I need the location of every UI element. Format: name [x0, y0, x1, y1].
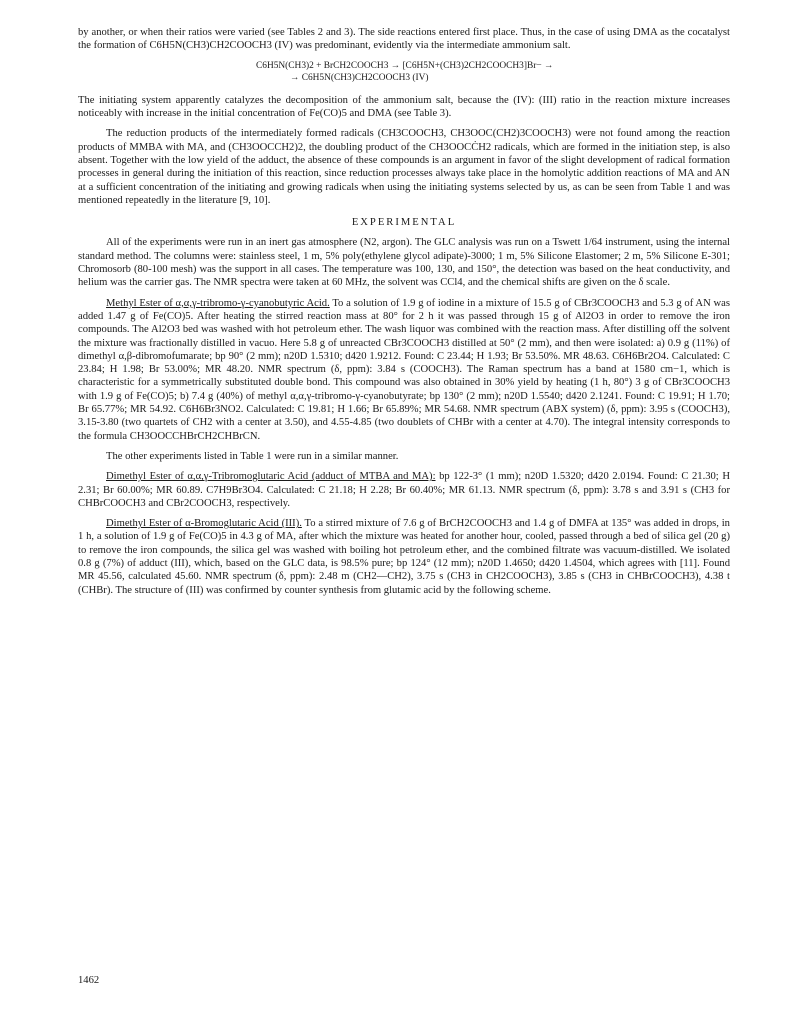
- compound-procedure: To a solution of 1.9 g of iodine in a mixture of 15.5 g of CBr3COOCH3 and 5.3 g of AN was added 1.47 g of Fe(CO)5. After heating the stirred reaction mass at 80° for 2 h it was passed through 15 g of Al2O3 in order to remove the iron compounds. The Al2O3 bed was washed with hot petroleum ether. The wash liquor was combined with the reaction mass. After distilling off the solvent the mixture was fractionally distilled in vacuo. Here 5.8 g of unreacted CBr3COOCH3 distilled at 50° (2 mm), and then were isolated: a) 0.9 g (11%) of dimethyl α,β-dibromofumarate; bp 90° (2 mm); n20D 1.5310; d420 1.9212. Found: C 23.44; H 1.93; Br 53.50%. MR 48.63. C6H6Br2O4. Calculated: C 23.84; H 1.98; Br 53.00%; MR 48.20. NMR spectrum (δ, ppm): 3.84 s (COOCH3). The Raman spectrum has a band at 1580 cm−1, which is characteristic for a symmetrically substituted double bond. This compound was also obtained in 30% yield by heating (1 h, 80°) 3 g of CBr3COOCH3 with 1.9 g of Fe(CO)5; b) 7.4 g (40%) of methyl α,α,γ-tribromo-γ-cyanobutyrate; bp 130° (2 mm); n20D 1.5540; d420 2.1241. Found: C 19.91; H 1.70; Br 65.77%; MR 54.92. C6H6Br3NO2. Calculated: C 19.81; H 1.66; Br 65.89%; MR 54.68. NMR spectrum (ABX system) (δ, ppm): 3.95 s (COOCH3), 3.15-3.80 (two quartets of CH2 with a center at 3.50), and 4.55-4.85 (two doublets of CHBr with a center at 4.70). The integral intensity corresponds to the formula CH3OOCCHBrCH2CHBrCN.: [78, 297, 730, 442]
- page-number: 1462: [78, 975, 100, 986]
- paragraph-dimethyl-tribromoglutarate: [78, 470, 730, 510]
- paragraph-experimental-conditions: All of the experiments were run in an inert gas atmosphere (N2, argon). The GLC analysis was run on a Tswett 1/64 instrument, using the internal standard method. The columns were: stainless steel, 1 m, 5% poly(ethylene glycol adipate)-3000; 1 m, 5% Silicone Elastomer; 2 m, 5% Silicone E-301; Chromosorb (80-100 mesh) was the support in all cases. The temperature was 100, 130, and 150°, the detection was based on the heat conductivity, and helium was the carrier gas. The NMR spectra were taken at 60 MHz, the solvent was CCl4, and the chemical shifts are given on the δ scale.: [78, 237, 730, 289]
- compound-procedure: To a stirred mixture of 7.6 g of BrCH2COOCH3 and 1.4 g of DMFA at 135° was added in drops, in 1 h, a solution of 1.9 g of Fe(CO)5 in 4.3 g of MA, after which the mixture was heated for another hour, cooled, passed through a bed of silica gel (20 g) to remove the iron compounds, the silica gel was washed with boiling hot petroleum ether, and the combined filtrate was vacuum-distilled. We isolated 0.8 g (7%) of adduct (III), which, based on the GLC data, is 98.5% pure; bp 124° (12 mm); n20D 1.4650; d420 1.4504, which agrees with [11]. Found MR 45.56, calculated 45.60. NMR spectrum (δ, ppm): 2.48 m (CH2—CH2), 3.75 s (CH3 in CH2COOCH3), 3.85 s (CH3 in CHBrCOOCH3), 4.38 t (CHBr). The structure of (III) was confirmed by counter synthesis from glutamic acid by the following scheme.: [78, 518, 730, 596]
- reaction-equation: [78, 60, 730, 85]
- section-heading: EXPERIMENTAL: [351, 217, 457, 229]
- paragraph-methyl-ester: [78, 297, 730, 443]
- paragraph-initiating-system: The initiating system apparently catalyzes the decomposition of the ammonium salt, because the (IV): (III) ratio in the reaction mixture increases noticeably with increase in the initial concentration of Fe(CO)5 and DMA (see Table 3).: [78, 94, 730, 120]
- paragraph-dimethyl-bromoglutarate: [78, 517, 730, 597]
- paragraph-reduction-products: The reduction products of the intermediately formed radicals (CH3COOCH3, CH3OOC(CH2)3COOCH3) were not found among the reaction products of MMBA with MA, and (CH3OOCCH2)2, the doubling product of the CH3OOCĊH2 radicals, which are formed in the initiation step, is also absent. Together with the low yield of the adduct, the absence of these compounds is an argument in favor of the slight development of radical formation processes in general during the initiation of this reaction, since reduction processes always take place in the homolytic addition reactions of MA and AN at a sufficient concentration of the initiating and growing radicals when using the initiating systems selected by us, as can be seen from Table 1 and was mentioned repeatedly in the literature [9, 10].: [78, 128, 730, 206]
- equation-line-1: C6H5N(CH3)2 + BrCH2COOCH3 → [C6H5N+(CH3)2CH2COOCH3]Br− →: [256, 60, 554, 71]
- compound-properties: bp 122-3° (1 mm); n20D 1.5320; d420 2.0194. Found: C 21.30; H 2.31; Br 60.00%; MR 60.89. C7H9Br3O4. Calculated: C 21.18; H 2.28; Br 60.40%; MR 61.13. NMR spectrum (δ, ppm): 3.78 s and 3.91 s (CH3 for CHBrCOOCH3 and CBr2COOCH3, respectively.: [78, 471, 730, 509]
- paragraph-other-experiments: The other experiments listed in Table 1 were run in a similar manner.: [106, 450, 399, 462]
- compound-title: Dimethyl Ester of α-Bromoglutaric Acid (III).: [106, 518, 302, 530]
- equation-line-2: → C6H5N(CH3)CH2COOCH3 (IV): [290, 73, 429, 84]
- compound-title: Methyl Ester of α,α,γ-tribromo-γ-cyanobutyric Acid.: [106, 297, 330, 309]
- compound-title: Dimethyl Ester of α,α,γ-Tribromoglutaric Acid (adduct of MTBA and MA):: [106, 471, 436, 483]
- page-body: [78, 26, 730, 604]
- paragraph-side-reactions: by another, or when their ratios were varied (see Tables 2 and 3). The side reactions entered first place. Thus, in the case of using DMA as the cocatalyst the formation of C6H5N(CH3)CH2COOCH3 (IV) was predominant, evidently via the intermediate ammonium salt.: [78, 27, 730, 52]
